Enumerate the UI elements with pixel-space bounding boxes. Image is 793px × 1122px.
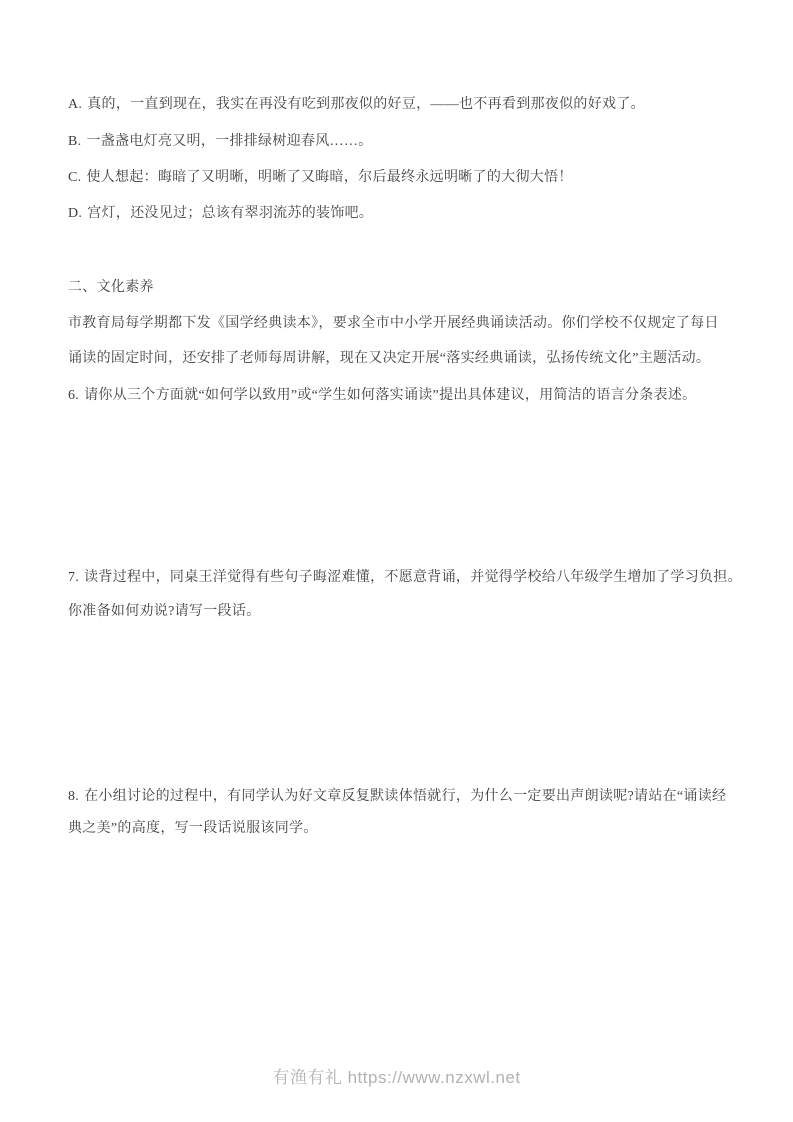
section-title-text: 二、文化素养	[68, 280, 154, 295]
option-a-label: A.	[68, 97, 83, 112]
option-a	[68, 95, 758, 115]
watermark-text: 有渔有礼 https://www.nzxwl.net	[272, 1068, 521, 1087]
question-8-line-1	[68, 787, 758, 807]
question-6-number: 6.	[68, 388, 80, 403]
question-8-number: 8.	[68, 789, 80, 804]
option-a-text: 真的，一直到现在，我实在再没有吃到那夜似的好豆，——也不再看到那夜似的好戏了。	[87, 97, 645, 112]
section-intro-line-2-text: 诵读的固定时间，还安排了老师每周讲解，现在又决定开展“落实经典诵读，弘扬传统文化”主题活动。	[68, 351, 711, 366]
question-8-line-2-text: 典之美”的高度，写一段话说服该同学。	[68, 821, 318, 836]
option-b-label: B.	[68, 134, 82, 149]
section-intro-line-1-text: 市教育局每学期都下发《国学经典读本》，要求全市中小学开展经典诵读活动。你们学校不仅规定了每日	[68, 316, 719, 331]
question-6-text: 请你从三个方面就“如何学以致用”或“学生如何落实诵读”提出具体建议，用简洁的语言分条表述。	[84, 388, 697, 403]
option-c-label: C.	[68, 170, 82, 185]
section-intro-line-1	[68, 314, 758, 334]
option-d-label: D.	[68, 206, 83, 221]
question-7-number: 7.	[68, 570, 80, 585]
option-c-text: 使人想起：晦暗了又明晰，明晰了又晦暗，尔后最终永远明晰了的大彻大悟！	[86, 170, 573, 185]
question-7-line-1	[68, 568, 758, 588]
question-8-line-2	[68, 819, 758, 839]
watermark-footer	[0, 1066, 793, 1090]
question-7-line-1-text: 读背过程中，同桌王洋觉得有些句子晦涩难懂，不愿意背诵，并觉得学校给八年级学生增加了学习负担。	[84, 570, 742, 585]
option-b	[68, 132, 758, 152]
question-7-line-2-text: 你准备如何劝说?请写一段话。	[68, 604, 261, 619]
question-8-line-1-text: 在小组讨论的过程中，有同学认为好文章反复默读体悟就行，为什么一定要出声朗读呢?请站在“诵读经	[84, 789, 727, 804]
question-7-line-2	[68, 602, 758, 622]
option-d	[68, 204, 758, 224]
option-d-text: 宫灯，还没见过；总该有翠羽流苏的装饰吧。	[87, 206, 374, 221]
question-6	[68, 386, 758, 406]
section-intro-line-2	[68, 349, 758, 369]
option-b-text: 一盏盏电灯亮又明，一排排绿树迎春风……。	[86, 134, 373, 149]
section-title	[68, 278, 758, 298]
option-c	[68, 168, 758, 188]
